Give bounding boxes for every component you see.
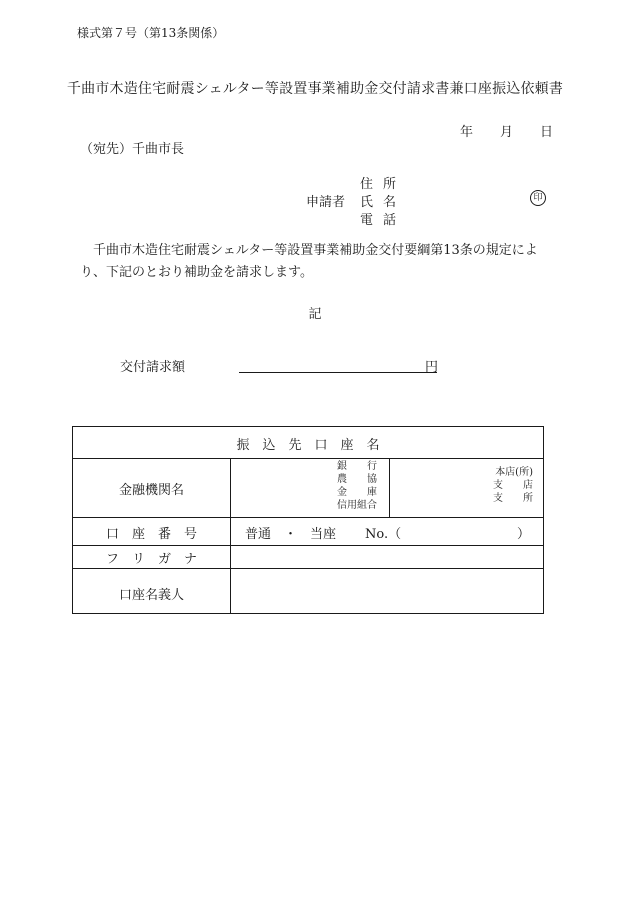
- document-title: 千曲市木造住宅耐震シェルター等設置事業補助金交付請求書兼口座振込依頼書: [66, 81, 564, 97]
- table-divider: [73, 545, 543, 546]
- furigana-label: フ リ ガ ナ: [105, 552, 197, 567]
- bank-type-bank: 銀 行: [337, 461, 377, 472]
- account-number-label: 口 座 番 号: [105, 527, 197, 542]
- amount-label: 交付請求額: [120, 360, 186, 375]
- table-divider: [73, 517, 543, 518]
- date-year-label: 年: [460, 125, 474, 140]
- account-type-options[interactable]: 普通 ・ 当座: [245, 527, 337, 542]
- branch-type-list: [493, 466, 533, 505]
- date-month-label: 月: [500, 125, 514, 140]
- phone-label: 電話: [360, 213, 407, 228]
- branch-type-sub-branch: 支 所: [493, 493, 533, 504]
- bank-type-list: [337, 460, 377, 512]
- branch-type-branch: 支 店: [493, 480, 533, 491]
- account-no-close: ）: [517, 527, 531, 542]
- name-label: 氏名: [360, 195, 407, 210]
- address-label: 住所: [360, 177, 407, 192]
- ki-heading: 記: [308, 307, 322, 322]
- table-divider: [73, 458, 543, 459]
- amount-unit: 円: [425, 360, 439, 375]
- bank-name-label: 金融機関名: [118, 483, 184, 498]
- applicant-label: 申請者: [306, 195, 346, 210]
- table-divider: [230, 458, 231, 614]
- table-divider: [73, 568, 543, 569]
- bank-account-table: [72, 426, 544, 614]
- amount-input-line[interactable]: [239, 372, 437, 373]
- date-day-label: 日: [540, 125, 554, 140]
- form-number: 様式第７号（第13条関係）: [77, 26, 225, 40]
- bank-type-credit-union: 信用組合: [337, 500, 377, 511]
- account-holder-label: 口座名義人: [118, 588, 184, 603]
- table-header: 振 込 先 口 座 名: [236, 438, 380, 453]
- table-divider: [389, 458, 390, 517]
- seal-mark: 印: [530, 190, 546, 206]
- bank-type-shinkin: 金 庫: [337, 487, 377, 498]
- request-body-text: 千曲市木造住宅耐震シェルター等設置事業補助金交付要綱第13条の規定により、下記のとおり補助金を請求します。: [80, 243, 538, 280]
- addressee: （宛先）千曲市長: [80, 142, 185, 157]
- account-no-label: No.（: [365, 527, 402, 542]
- bank-type-agri: 農 協: [337, 474, 377, 485]
- branch-type-head-office: 本店(所): [495, 467, 533, 478]
